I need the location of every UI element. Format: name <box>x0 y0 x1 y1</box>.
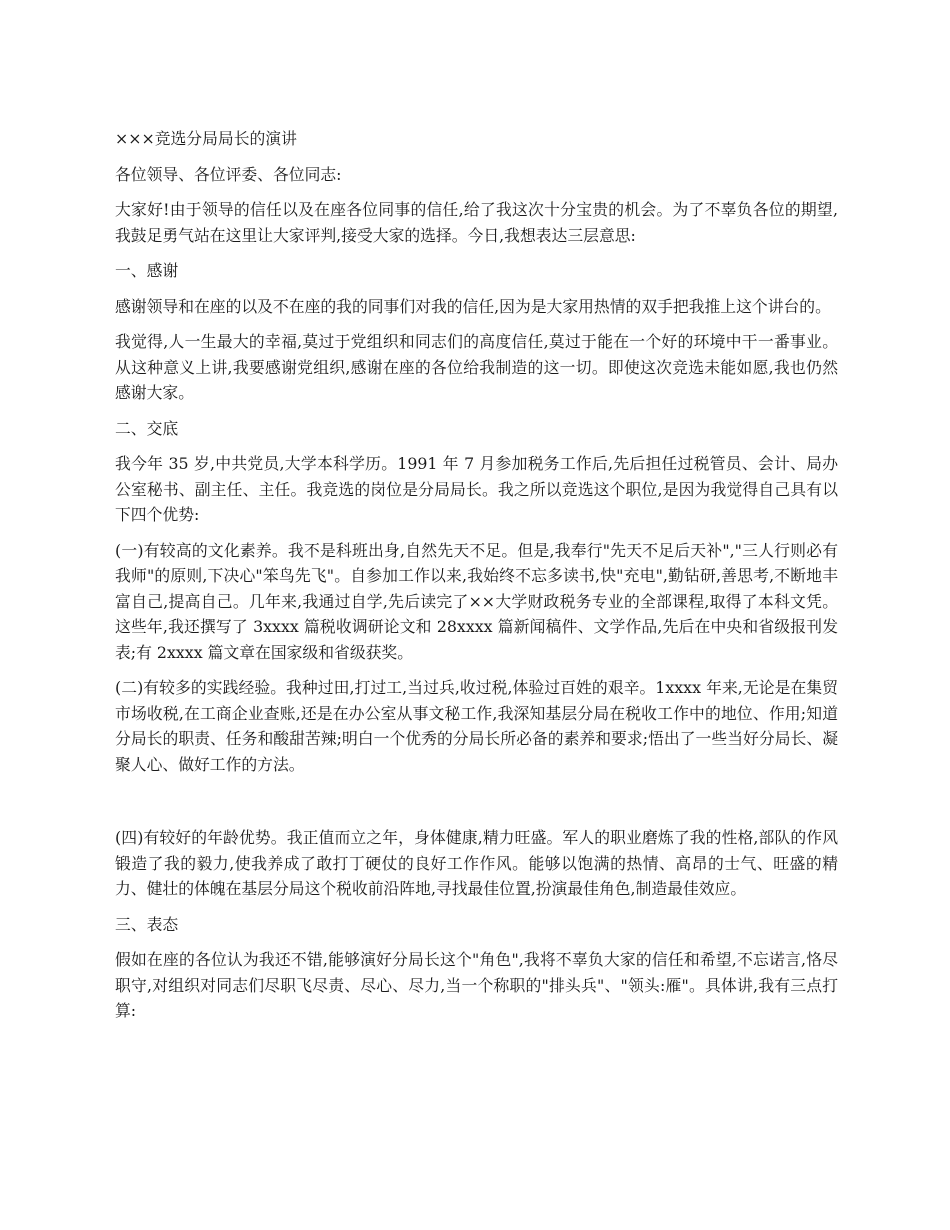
blank-gap <box>115 787 838 825</box>
paragraph: 假如在座的各位认为我还不错,能够演好分局长这个"角色",我将不辜负大家的信任和希望,不忘诺言,恪尽职守,对组织对同志们尽职飞尽责、尽心、尽力,当一个称职的"排头兵"、"领头:雁"。具体讲,我有三点打算: <box>115 950 838 1020</box>
intro-paragraph: 大家好!由于领导的信任以及在座各位同事的信任,给了我这次十分宝贵的机会。为了不辜负各位的期望,我鼓足勇气站在这里让大家评判,接受大家的选择。今日,我想表达三层意思: <box>115 200 838 245</box>
paragraph: 感谢领导和在座的以及不在座的我的同事们对我的信任,因为是大家用热情的双手把我推上这个讲台的。 <box>115 296 831 316</box>
paragraph: 我今年 35 岁,中共党员,大学本科学历。1991 年 7 月参加税务工作后,先后担任过税管员、会计、局办公室秘书、副主任、主任。我竞选的岗位是分局局长。我之所以竞选这个职位,是因为我觉得自己具有以下四个优势: <box>115 454 838 524</box>
paragraph: (一)有较高的文化素养。我不是科班出身,自然先天不足。但是,我奉行"先天不足后天补","三人行则必有我师"的原则,下决心"笨鸟先飞"。自参加工作以来,我始终不忘多读书,快"充电",勤钻研,善思考,不断地丰富自己,提高自己。几年来,我通过自学,先后读完了××大学财政税务专业的全部课程,取得了本科文凭。这些年,我还撰写了 3xxxx 篇税收调研论文和 28xxxx 篇新闻稿件、文学作品,先后在中央和省级报刊发表;有 2xxxx 篇文章在国家级和省级获奖。 <box>115 540 838 662</box>
section-heading-background: 二、交底 <box>115 418 179 438</box>
paragraph: (四)有较好的年龄优势。我正值而立之年，身体健康,精力旺盛。军人的职业磨炼了我的性格,部队的作风锻造了我的毅力,使我养成了敢打丁硬仗的良好工作作风。能够以饱满的热情、高昂的士气、旺盛的精力、健壮的体魄在基层分局这个税收前沿阵地,寻找最佳位置,扮演最佳角色,制造最佳效应。 <box>115 828 838 898</box>
paragraph: 我觉得,人一生最大的幸福,莫过于党组织和同志们的高度信任,莫过于能在一个好的环境中干一番事业。从这种意义上讲,我要感谢党组织,感谢在座的各位给我制造的这一切。即使这次竞选未能如愿,我也仍然感谢大家。 <box>115 332 838 402</box>
section-heading-stance: 三、表态 <box>115 914 179 934</box>
document-title: ×××竞选分局局长的演讲 <box>115 129 297 148</box>
paragraph: (二)有较多的实践经验。我种过田,打过工,当过兵,收过税,体验过百姓的艰辛。1xxxx 年来,无论是在集贸市场收税,在工商企业查账,还是在办公室从事文秘工作,我深知基层分局在税收工作中的地位、作用;知道分局长的职责、任务和酸甜苦辣;明白一个优秀的分局长所必备的素养和要求;悟出了一些当好分局长、凝聚人心、做好工作的方法。 <box>115 678 838 774</box>
salutation: 各位领导、各位评委、各位同志: <box>115 164 342 184</box>
section-heading-thanks: 一、感谢 <box>115 261 179 280</box>
